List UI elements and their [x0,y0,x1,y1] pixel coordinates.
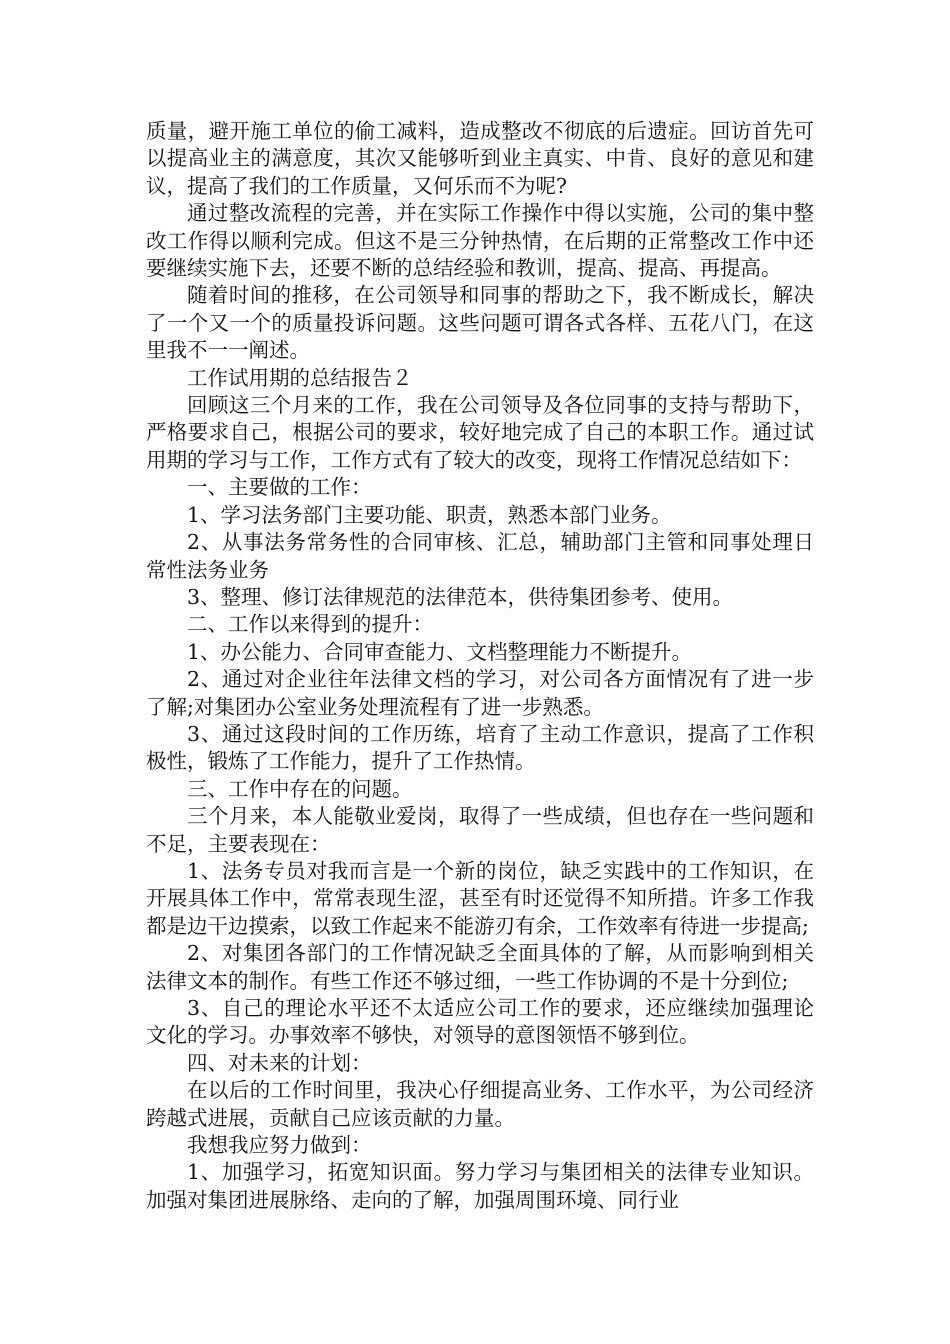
heading-problems: 三、工作中存在的问题。 [187,776,413,801]
list-item: 2、从事法务常务性的合同审核、汇总，辅助部门主管和同事处理日常性法务业务 [146,530,814,582]
paragraph-intro: 回顾这三个月来的工作，我在公司领导及各位同事的支持与帮助下，严格要求自己，根据公司的要求，较好地完成了自己的本职工作。通过试用期的学习与工作，工作方式有了较大的改变，现将工作情况总结如下： [146,393,814,472]
list-item: 3、整理、修订法律规范的法律范本，供待集团参考、使用。 [187,584,734,609]
list-item: 2、通过对企业往年法律文档的学习，对公司各方面情况有了进一步了解;对集团办公室业务处理流程有了进一步熟悉。 [146,667,814,719]
list-item: 3、通过这段时间的工作历练，培育了主动工作意识，提高了工作积极性，锻炼了工作能力，提升了工作热情。 [146,721,814,774]
list-item: 1、办公能力、合同审查能力、文档整理能力不断提升。 [187,639,693,664]
paragraph-future: 在以后的工作时间里，我决心仔细提高业务、工作水平，为公司经济跨越式进展，贡献自己应该贡献的力量。 [146,1078,814,1130]
paragraph-problems-intro: 三个月来，本人能敬业爱岗，取得了一些成绩，但也存在一些问题和不足，主要表现在： [146,804,814,856]
paragraph-1: 质量，避开施工单位的偷工减料，造成整改不彻底的后遗症。回访首先可以提高业主的满意度，其次又能够听到业主真实、中肯、良好的意见和建议，提高了我们的工作质量，又何乐而不为呢? [146,119,814,198]
paragraph-2: 通过整改流程的完善，并在实际工作操作中得以实施，公司的集中整改工作得以顺利完成。但这不是三分钟热情，在后期的正常整改工作中还要继续实施下去，还要不断的总结经验和教训，提高、提高、再提高。 [146,201,814,281]
paragraph-3: 随着时间的推移，在公司领导和同事的帮助之下，我不断成长，解决了一个又一个的质量投诉问题。这些问题可谓各式各样、五花八门，在这里我不一一阐述。 [146,283,814,363]
section-title: 工作试用期的总结报告２ [187,365,413,390]
list-item: 1、学习法务部门主要功能、职责，熟悉本部门业务。 [187,502,672,527]
list-item: 1、法务专员对我而言是一个新的岗位，缺乏实践中的工作知识，在开展具体工作中，常常表现生涩，甚至有时还觉得不知所措。许多工作我都是边干边摸索，以致工作起来不能游刃有余，工作效率有待进一步提高; [146,858,814,938]
list-item: 2、对集团各部门的工作情况缺乏全面具体的了解，从而影响到相关法律文本的制作。有些工作还不够过细，一些工作协调的不是十分到位; [146,941,814,993]
list-item: 1、加强学习，拓宽知识面。努力学习与集团相关的法律专业知识。加强对集团进展脉络、走向的了解，加强周围环境、同行业 [146,1160,814,1212]
heading-future-plan: 四、对未来的计划： [187,1050,372,1075]
list-item: 3、自己的理论水平还不太适应公司工作的要求，还应继续加强理论文化的学习。办事效率不够快，对领导的意图领悟不够到位。 [146,996,814,1048]
document-body [146,118,814,1214]
heading-main-work: 一、主要做的工作： [187,475,372,500]
paragraph-goals: 我想我应努力做到： [187,1133,372,1158]
heading-improvements: 二、工作以来得到的提升： [187,612,433,637]
